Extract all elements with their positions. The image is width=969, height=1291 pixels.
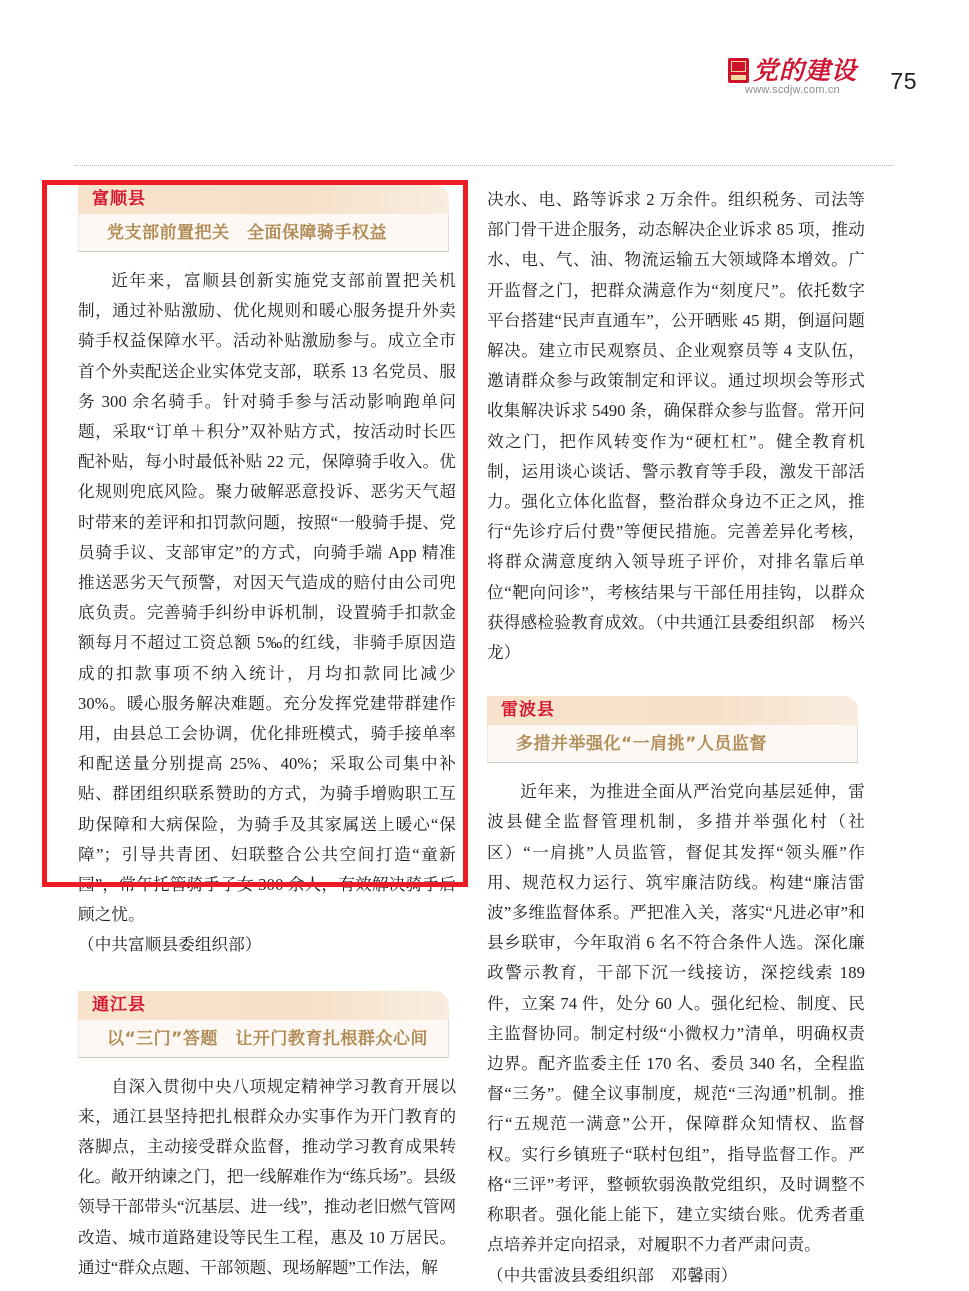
article-title-tongjiang: 以“三门”答题 让开门教育扎根群众心间 [78, 1020, 449, 1058]
article-body-tongjiang-part1: 自深入贯彻中央八项规定精神学习教育开展以来，通江县坚持把扎根群众办实事作为开门教育的落脚点，主动接受群众监督，推动学习教育成果转化。敞开纳谏之门，把一线解难作为“练兵场”。县级领导干部带头“沉基层、进一线”，推动老旧燃气管网改造、城市道路建设等民生工程，惠及 10 万居民。通过“群众点题、干部领题、现场解题”工作法，解 [78, 1076, 456, 1277]
county-label-fushun: 富顺县 [78, 185, 449, 214]
magazine-masthead [728, 58, 857, 96]
party-emblem-icon [728, 58, 749, 83]
article-body-leibo: 近年来，为推进全面从严治党向基层延伸，雷波县健全监督管理机制，多措并举强化村（社区）“一肩挑”人员监管，督促其发挥“领头雁”作用、规范权力运行、筑牢廉洁防线。构建“廉洁雷波”多维监督体系。严把准入关，落实“凡进必审”和县乡联审，今年取消 6 名不符合条件人选。深化廉政警示教育，干部下沉一线接访，深挖线索 189 件，立案 74 件，处分 60 人。强化纪检、制度、民主监督协同。制定村级“小微权力”清单，明确权责边界。配齐监委主任 170 名、委员 340 名，全程监督“三务”。健全议事制度，规范“三沟通”机制。推行“五规范一满意”公开，保障群众知情权、监督权。实行乡镇班子“联村包组”，指导监督工作。严格“三评”考评，整顿软弱涣散党组织，及时调整不称职者。强化能上能下，建立实绩台账。优秀者重点培养并定向招录，对履职不力者严肃问责。 [487, 782, 865, 1255]
masthead-logo-row [728, 58, 857, 83]
magazine-wordmark: 党的建设 [752, 56, 857, 85]
article-body-tongjiang-part2: 决水、电、路等诉求 2 万余件。组织税务、司法等部门骨干进企服务，动态解决企业诉求 85 项，推动水、电、气、油、物流运输五大领域降本增效。广开监督之门，把群众满意作为“刻度尺”。依托数字平台搭建“民声直通车”，公开晒账 45 期，倒逼问题解决。建立市民观察员、企业观察员等 4 支队伍，邀请群众参与政策制定和评议。通过坝坝会等形式收集解决诉求 5490 条，确保群众参与监督。常开问效之门，把作风转变作为“硬杠杠”。健全教育机制，运用谈心谈话、警示教育等手段，激发干部活力。强化立体化监督，整治群众身边不正之风，推行“先诊疗后付费”等便民措施。完善差异化考核，将群众满意度纳入领导班子评价，对排名靠后单位“靶向问诊”，考核结果与干部任用挂钩，以群众获得感检验教育成效。（中共通江县委组织部 杨兴龙） [487, 190, 865, 663]
header-divider-rule [75, 165, 893, 167]
article-title-fushun: 党支部前置把关 全面保障骑手权益 [78, 214, 449, 252]
article-header-leibo [487, 696, 858, 763]
article-header-fushun [78, 185, 449, 252]
magazine-website-url: www.scdjw.com.cn [745, 84, 840, 96]
article-header-tongjiang [78, 991, 449, 1058]
page-header [0, 0, 969, 120]
article-byline-fushun: （中共富顺县委组织部） [78, 935, 262, 955]
page-number: 75 [890, 68, 917, 94]
county-label-tongjiang: 通江县 [78, 991, 449, 1020]
article-byline-leibo: （中共雷波县委组织部 邓馨雨） [487, 1265, 738, 1285]
right-column [487, 185, 865, 1291]
left-column [78, 185, 456, 1283]
article-title-leibo: 多措并举强化“一肩挑”人员监督 [487, 725, 858, 763]
county-label-leibo: 雷波县 [487, 696, 858, 725]
article-body-fushun: 近年来，富顺县创新实施党支部前置把关机制，通过补贴激励、优化规则和暖心服务提升外卖骑手权益保障水平。活动补贴激励参与。成立全市首个外卖配送企业实体党支部，联系 13 名党员、服务 300 余名骑手。针对骑手参与活动影响跑单问题，采取“订单＋积分”双补贴方式，按活动时长匹配补贴，每小时最低补贴 22 元，保障骑手收入。优化规则兜底风险。聚力破解恶意投诉、恶劣天气超时带来的差评和扣罚款问题，按照“一般骑手提、党员骑手议、支部审定”的方式，向骑手端 App 精准推送恶劣天气预警，对因天气造成的赔付由公司兜底负责。完善骑手纠纷申诉机制，设置骑手扣款金额每月不超过工资总额 5‰的红线，非骑手原因造成的扣款事项不纳入统计，月均扣款同比减少 30%。暖心服务解决难题。充分发挥党建带群建作用，由县总工会协调，优化排班模式，骑手接单率和配送量分别提高 25%、40%；采取公司集中补贴、群团组织联系赞助的方式，为骑手增购职工互助保障和大病保险，为骑手及其家属送上暖心“保障”；引导共青团、妇联整合公共空间打造“童新园”，常年托管骑手子女 300 余人，有效解决骑手后顾之忧。 [78, 271, 456, 925]
